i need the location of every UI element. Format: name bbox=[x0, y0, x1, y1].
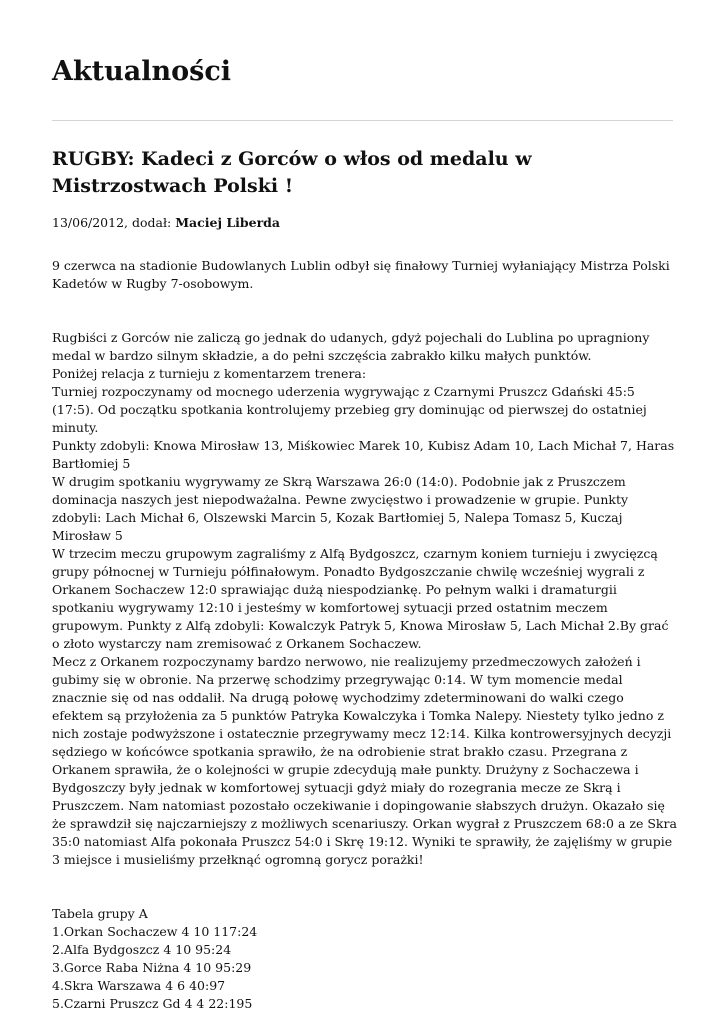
site-title: Aktualności bbox=[52, 56, 232, 87]
report-line: Turniej rozpoczynamy od mocnego uderzenia wygrywając z Czarnymi Pruszcz Gdański 45:5 (17:5). Od początku spotkania kontrolujemy przebieg gry dominując od pierwszej do ostatniej minuty. bbox=[52, 384, 647, 435]
report-line: Poniżej relacja z turnieju z komentarzem trenera: bbox=[52, 366, 367, 381]
group-table-row: 2.Alfa Bydgoszcz 4 10 95:24 bbox=[52, 942, 232, 957]
article-intro: 9 czerwca na stadionie Budowlanych Lublin odbył się finałowy Turniej wyłaniający Mistrza Polski Kadetów w Rugby 7-osobowym. bbox=[52, 258, 670, 291]
paragraph-gap bbox=[52, 293, 677, 329]
article-date: 13/06/2012, dodał: bbox=[52, 215, 176, 230]
group-table-row: 5.Czarni Pruszcz Gd 4 4 22:195 bbox=[52, 996, 253, 1011]
article-title: RUGBY: Kadeci z Gorców o włos od medalu w Mistrzostwach Polski ! bbox=[52, 148, 532, 197]
article-body bbox=[52, 257, 677, 1013]
article-report bbox=[52, 329, 677, 869]
article-meta bbox=[52, 214, 280, 232]
report-line: Rugbiści z Gorców nie zaliczą go jednak do udanych, gdyż pojechali do Lublina po upragniony medal w bardzo silnym składzie, a do pełni szczęścia zabrakło kilku małych punktów. bbox=[52, 330, 650, 363]
header-divider bbox=[52, 120, 673, 121]
group-table bbox=[52, 905, 677, 1013]
report-line: Mecz z Orkanem rozpoczynamy bardzo nerwowo, nie realizujemy przedmeczowych założeń i gubimy się w obronie. Na przerwę schodzimy przegrywając 0:14. W tym momencie medal znacznie się od nas oddalił. Na drugą połowę wychodzimy zdeterminowani do walki czego efektem są przyłożenia za 5 punktów Patryka Kowalczyka i Tomka Nalepy. Niestety tylko jedno z nich zostaje podwyższone i ostatecznie przegrywamy mecz 12:14. Kilka kontrowersyjnych decyzji sędziego w końcówce spotkania sprawiło, że na odrobienie strat brakło czasu. Przegrana z Orkanem sprawiła, że o kolejności w grupie zdecydują małe punkty. Drużyny z Sochaczewa i Bydgoszczy były jednak w komfortowej sytuacji gdyż miały do rozegrania mecze ze Skrą i Pruszczem. Nam natomiast pozostało oczekiwanie i dopingowanie słabszych drużyn. Okazało się że sprawdził się najczarniejszy z możliwych scenariuszy. Orkan wygrał z Pruszczem 68:0 a ze Skra 35:0 natomiast Alfa pokonała Pruszcz 54:0 i Skrę 19:12. Wyniki te sprawiły, że zajęliśmy w grupie 3 miejsce i musieliśmy przełknąć ogromną gorycz porażki! bbox=[52, 654, 677, 867]
report-line: Punkty zdobyli: Knowa Mirosław 13, Miśkowiec Marek 10, Kubisz Adam 10, Lach Michał 7, Haras Bartłomiej 5 bbox=[52, 438, 675, 471]
paragraph-gap bbox=[52, 869, 677, 905]
group-table-row: 1.Orkan Sochaczew 4 10 117:24 bbox=[52, 924, 258, 939]
article-author: Maciej Liberda bbox=[175, 215, 280, 230]
report-line: W trzecim meczu grupowym zagraliśmy z Alfą Bydgoszcz, czarnym koniem turnieju i zwycięzcą grupy północnej w Turnieju półfinałowym. Ponadto Bydgoszczanie chwilę wcześniej wygrali z Orkanem Sochaczew 12:0 sprawiając dużą niespodziankę. Po pełnym walki i dramaturgii spotkaniu wygrywamy 12:10 i jesteśmy w komfortowej sytuacji przed ostatnim meczem grupowym. Punkty z Alfą zdobyli: Kowalczyk Patryk 5, Knowa Mirosław 5, Lach Michał 2.By grać o złoto wystarczy nam zremisować z Orkanem Sochaczew. bbox=[52, 546, 669, 651]
report-line: W drugim spotkaniu wygrywamy ze Skrą Warszawa 26:0 (14:0). Podobnie jak z Pruszczem dominacja naszych jest niepodważalna. Pewne zwycięstwo i prowadzenie w grupie. Punkty zdobyli: Lach Michał 6, Olszewski Marcin 5, Kozak Bartłomiej 5, Nalepa Tomasz 5, Kuczaj Mirosław 5 bbox=[52, 474, 629, 543]
group-table-title: Tabela grupy A bbox=[52, 906, 148, 921]
group-table-row: 4.Skra Warszawa 4 6 40:97 bbox=[52, 978, 226, 993]
group-table-row: 3.Gorce Raba Niżna 4 10 95:29 bbox=[52, 960, 252, 975]
